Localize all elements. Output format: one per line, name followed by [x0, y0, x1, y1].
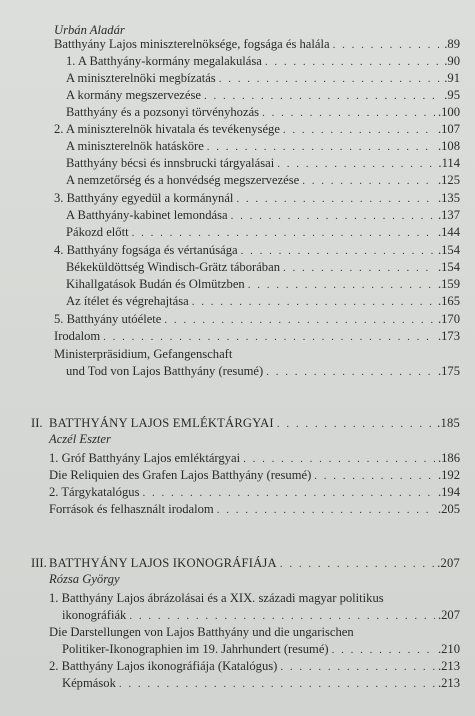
toc-entry: Források és felhasznált irodalom . . . .205	[49, 501, 460, 519]
toc-entry: Irodalom . . . .173	[54, 328, 460, 346]
toc-entry: 1. A Batthyány-kormány megalakulása . . . .90	[66, 53, 460, 71]
chapter3-title-line: BATTHYÁNY LAJOS IKONOGRÁFIÁJA . . . .207	[49, 555, 460, 573]
toc-entry: Politiker-Ikonographien im 19. Jahrhundert (resumé) . . . .210	[62, 641, 460, 659]
toc-entry: und Tod von Lajos Batthyány (resumé) . . . .175	[66, 363, 460, 381]
chapter3-number: III.	[31, 556, 47, 570]
toc-entry: Die Reliquien des Grafen Lajos Batthyány (resumé) . . . .192	[49, 467, 460, 485]
toc-entry: 1. Gróf Batthyány Lajos emléktárgyai . . . .186	[49, 450, 460, 468]
toc-entry: 2. Tárgykatalógus . . . .194	[49, 484, 460, 502]
toc-entry: 2. A miniszterelnök hivatala és tevékenysége . . . .107	[54, 121, 460, 139]
toc-entry: Batthyány és a pozsonyi törvényhozás . . . .100	[66, 104, 460, 122]
toc-entry: A miniszterelnök hatásköre . . . .108	[66, 138, 460, 156]
toc-entry-text: Ministerpräsidium, Gefangenschaft	[54, 347, 233, 361]
toc-entry-text: Die Darstellungen von Lajos Batthyány und die ungarischen	[49, 625, 354, 639]
toc-entry: 4. Batthyány fogsága és vértanúsága . . . .154	[54, 242, 460, 260]
toc-entry: Batthyány Lajos miniszterelnöksége, fogsága és halála . . . .89	[54, 36, 460, 54]
toc-entry-text: 1. Batthyány Lajos ábrázolásai és a XIX. századi magyar politikus	[49, 591, 384, 605]
chapter3-title: BATTHYÁNY LAJOS IKONOGRÁFIÁJA	[49, 556, 277, 570]
chapter2-title-line: BATTHYÁNY LAJOS EMLÉKTÁRGYAI . . . .185	[49, 415, 460, 433]
chapter3-author: Rózsa György	[49, 572, 120, 586]
toc-entry: 3. Batthyány egyedül a kormánynál . . . .135	[54, 190, 460, 208]
toc-entry: A miniszterelnöki megbízatás . . . .91	[66, 70, 460, 88]
chapter2-number: II.	[31, 416, 43, 430]
toc-entry: Békeküldöttség Windisch-Grätz táborában . . . .154	[66, 259, 460, 277]
chapter2-author: Aczél Eszter	[49, 432, 111, 446]
toc-entry: 2. Batthyány Lajos ikonográfiája (Katalógus) . . . .213	[49, 658, 460, 676]
toc-entry: Képmások . . . .213	[62, 675, 460, 693]
chapter1-author: Urbán Aladár	[54, 23, 125, 37]
toc-entry: Kihallgatások Budán és Olmützben . . . .159	[66, 276, 460, 294]
toc-entry: A nemzetőrség és a honvédség megszervezése . . . .125	[66, 172, 460, 190]
toc-entry: ikonográfiák . . . .207	[62, 607, 460, 625]
chapter2-title: BATTHYÁNY LAJOS EMLÉKTÁRGYAI	[49, 416, 274, 430]
toc-entry: Pákozd előtt . . . .144	[66, 224, 460, 242]
toc-entry: A Batthyány-kabinet lemondása . . . .137	[66, 207, 460, 225]
toc-entry: Az ítélet és végrehajtása . . . .165	[66, 293, 460, 311]
toc-entry: A kormány megszervezése . . . .95	[66, 87, 460, 105]
toc-entry: Batthyány bécsi és innsbrucki tárgyalásai . . . .114	[66, 155, 460, 173]
toc-entry: 5. Batthyány utóélete . . . .170	[54, 311, 460, 329]
